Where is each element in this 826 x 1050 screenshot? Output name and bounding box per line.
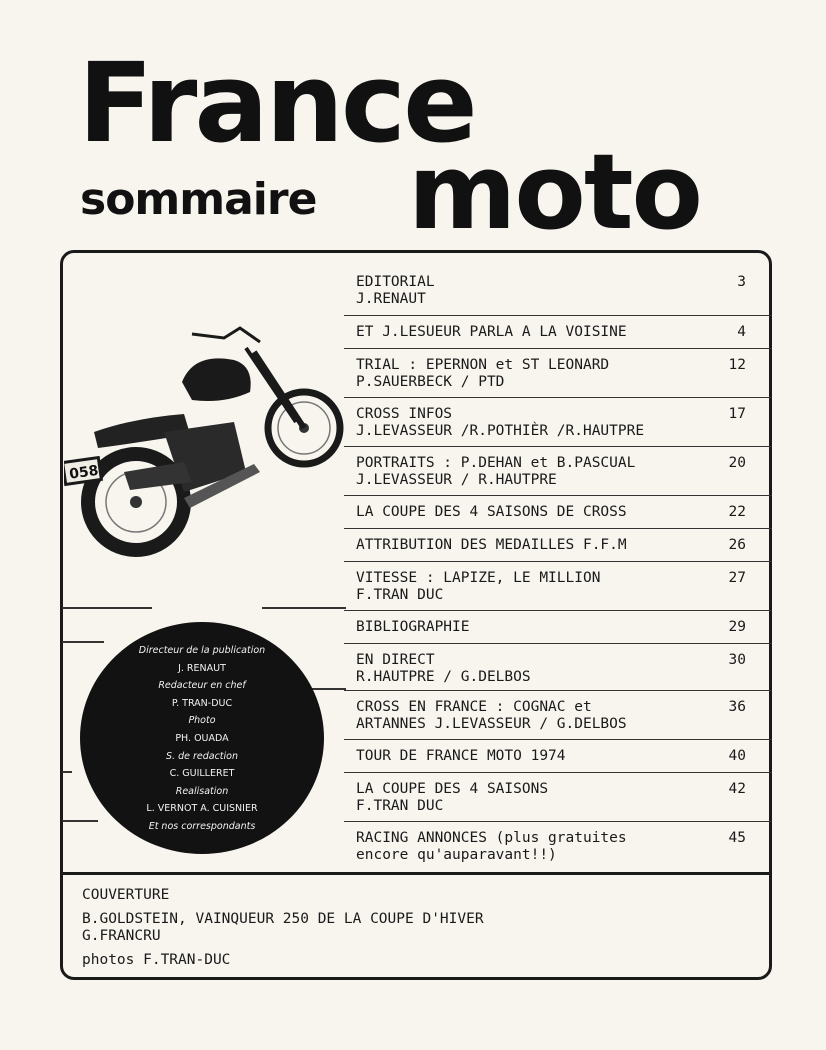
toc-entry-page: 40	[728, 748, 746, 764]
toc-entry	[344, 447, 772, 496]
toc-entry-title: VITESSE : LAPIZE, LE MILLION F.TRAN DUC	[356, 570, 601, 603]
photo-label: Photo	[188, 715, 216, 727]
toc-entry-title: LA COUPE DES 4 SAISONS F.TRAN DUC	[356, 781, 549, 814]
toc-entry-page: 30	[728, 652, 746, 668]
toc-entry	[344, 562, 772, 611]
table-of-contents	[344, 258, 772, 880]
toc-entry-page: 27	[728, 570, 746, 586]
toc-entry	[344, 740, 772, 773]
toc-entry	[344, 691, 772, 740]
toc-entry-title: EN DIRECT R.HAUTPRE / G.DELBOS	[356, 652, 531, 685]
toc-entry-page: 22	[728, 504, 746, 520]
toc-entry-title: RACING ANNONCES (plus gratuites encore qu'auparavant!!)	[356, 830, 627, 863]
toc-entry	[344, 773, 772, 822]
rule	[62, 607, 152, 609]
editor-label: Redacteur en chef	[158, 680, 246, 692]
toc-entry-page: 45	[728, 830, 746, 846]
toc-entry	[344, 316, 772, 349]
toc-entry-title: CROSS INFOS J.LEVASSEUR /R.POTHIÈR /R.HAUTPRE	[356, 406, 645, 439]
cover-credit: G.FRANCRU	[82, 928, 161, 944]
toc-entry-title: BIBLIOGRAPHIE	[356, 619, 470, 635]
toc-entry-title: ATTRIBUTION DES MEDAILLES F.F.M	[356, 537, 627, 553]
toc-entry-page: 20	[728, 455, 746, 471]
toc-entry	[344, 398, 772, 447]
toc-entry-page: 3	[737, 274, 746, 290]
editor-name: P. TRAN-DUC	[171, 697, 233, 709]
cover-caption: B.GOLDSTEIN, VAINQUEUR 250 DE LA COUPE D'HIVER	[82, 911, 484, 927]
plate-number: 058	[68, 462, 100, 483]
toc-entry	[344, 349, 772, 398]
motorcycle-photo	[64, 322, 354, 572]
correspondents-note: Et nos correspondants	[148, 820, 256, 832]
page-title-sommaire: sommaire	[80, 174, 317, 225]
publisher-name: J. RENAUT	[178, 662, 226, 674]
toc-entry-page: 4	[737, 324, 746, 340]
toc-entry-page: 29	[728, 619, 746, 635]
brand-france: France	[78, 39, 475, 167]
publisher-label: Directeur de la publication	[138, 645, 266, 656]
toc-entry-title: TOUR DE FRANCE MOTO 1974	[356, 748, 566, 764]
rule	[262, 607, 346, 609]
production-names: L. VERNOT A. CUISNIER	[146, 803, 258, 815]
toc-entry-title: ET J.LESUEUR PARLA A LA VOISINE	[356, 324, 627, 340]
toc-entry-page: 42	[728, 781, 746, 797]
toc-entry-title: TRIAL : EPERNON et ST LEONARD P.SAUERBECK / PTD	[356, 357, 610, 390]
credits-circle	[80, 622, 324, 854]
toc-entry	[344, 644, 772, 691]
brand-moto: moto	[408, 131, 701, 253]
subeditor-name: C. GUILLERET	[169, 768, 235, 780]
toc-entry	[344, 258, 772, 316]
toc-entry-title: LA COUPE DES 4 SAISONS DE CROSS	[356, 504, 627, 520]
cover-section	[62, 872, 770, 968]
toc-entry	[344, 611, 772, 644]
production-label: Realisation	[175, 785, 229, 797]
rule	[62, 771, 72, 773]
toc-entry-page: 17	[728, 406, 746, 422]
photo-name: PH. OUADA	[175, 732, 229, 744]
toc-entry-page: 36	[728, 699, 746, 715]
cover-heading: COUVERTURE	[82, 887, 170, 903]
toc-entry	[344, 496, 772, 529]
toc-entry-page: 12	[728, 357, 746, 373]
toc-entry-page: 26	[728, 537, 746, 553]
toc-entry-title: EDITORIAL J.RENAUT	[356, 274, 435, 307]
toc-entry	[344, 529, 772, 562]
subeditor-label: S. de redaction	[166, 750, 238, 762]
toc-entry-title: PORTRAITS : P.DEHAN et B.PASCUAL J.LEVASSEUR / R.HAUTPRE	[356, 455, 636, 488]
toc-entry-title: CROSS EN FRANCE : COGNAC et ARTANNES J.LEVASSEUR / G.DELBOS	[356, 699, 627, 732]
cover-photos: photos F.TRAN-DUC	[82, 952, 231, 968]
